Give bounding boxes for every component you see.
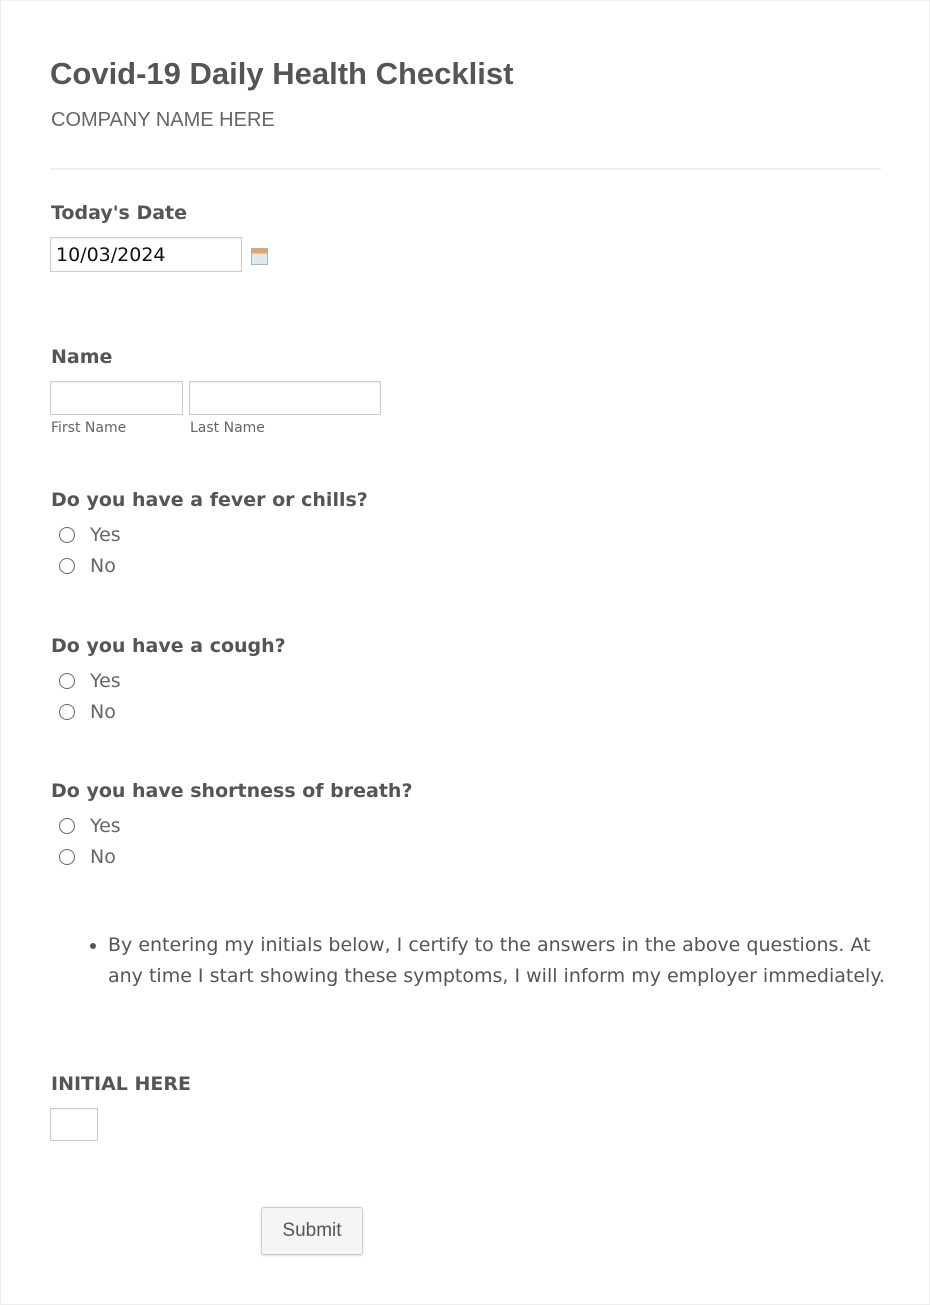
submit-button[interactable]: Submit [261,1207,363,1255]
initials-input[interactable] [50,1108,98,1141]
last-name-input[interactable] [189,381,381,415]
last-name-sublabel: Last Name [190,420,265,436]
option-label: No [90,701,116,723]
radio-button[interactable] [59,849,75,865]
company-name: COMPANY NAME HERE [51,109,275,131]
radio-button[interactable] [59,558,75,574]
form-title: Covid-19 Daily Health Checklist [50,56,514,91]
radio-button[interactable] [59,704,75,720]
certification-text: • By entering my initials below, I certify to the answers in the above questions. At any time I start showing these symptoms, I will inform my employer immediately. [108,930,898,991]
name-label: Name [51,346,113,368]
certification-list [87,930,898,991]
breath-yes-option[interactable] [59,815,121,837]
radio-button[interactable] [59,673,75,689]
date-label: Today's Date [51,202,188,224]
date-input[interactable] [50,237,242,272]
fever-no-option[interactable] [59,555,116,577]
fever-yes-option[interactable] [59,524,121,546]
question-breath: Do you have shortness of breath? [51,780,413,802]
option-label: Yes [90,815,121,837]
question-fever: Do you have a fever or chills? [51,489,368,511]
radio-button[interactable] [59,818,75,834]
initials-label: INITIAL HERE [51,1073,191,1095]
cough-no-option[interactable] [59,701,116,723]
option-label: No [90,846,116,868]
first-name-input[interactable] [50,381,183,415]
first-name-sublabel: First Name [51,420,127,436]
calendar-icon[interactable] [251,248,268,265]
cough-yes-option[interactable] [59,670,121,692]
breath-no-option[interactable] [59,846,116,868]
question-cough: Do you have a cough? [51,635,286,657]
option-label: Yes [90,670,121,692]
radio-button[interactable] [59,527,75,543]
option-label: No [90,555,116,577]
option-label: Yes [90,524,121,546]
divider [50,168,881,170]
